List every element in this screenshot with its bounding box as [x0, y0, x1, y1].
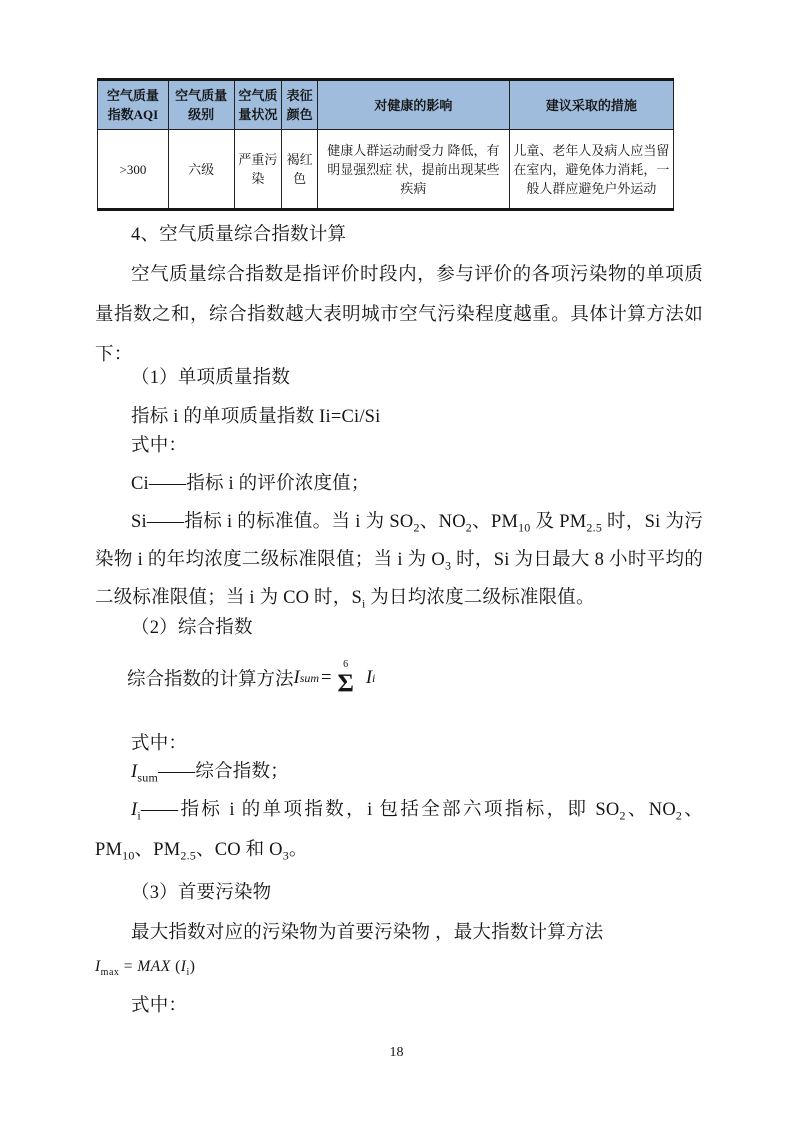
header-health-impact: 对健康的影响	[318, 80, 510, 130]
sigma-upper-limit: 6	[343, 659, 349, 670]
subsection-2-title: （2）综合指数	[131, 618, 253, 638]
equals-sign: =	[321, 667, 332, 688]
cell-health-impact: 健康人群运动耐受力 降低，有明显强烈症 状，提前出现某些疾病	[318, 130, 510, 210]
cell-color: 褐红色	[282, 130, 318, 210]
subsection-3-title: （3）首要污染物	[131, 883, 272, 903]
composite-index-formula	[95, 650, 703, 706]
page-number: 18	[389, 1045, 404, 1060]
header-repr-color: 表征颜色	[282, 80, 318, 130]
ci-definition: Ci——指标 i 的评价浓度值；	[131, 474, 370, 494]
cell-advice: 儿童、老年人及病人应当留在室内，避免体力消耗，一般人群应避免户外运动	[509, 130, 673, 210]
intro-paragraph: 空气质量综合指数是指评价时段内，参与评价的各项污染物的单项质量指数之和，综合指数越大表明城市空气污染程度越重。具体计算方法如下：	[95, 265, 703, 365]
formula-rhs-variable: I	[365, 667, 372, 688]
formula-rhs-subscript: i	[372, 670, 376, 685]
formula-intro-3: 式中：	[131, 996, 188, 1016]
subsection-1-title: （1）单项质量指数	[131, 368, 291, 388]
section-heading-4: 4、空气质量综合指数计算	[131, 225, 347, 245]
header-quality-status: 空气质量状况	[234, 80, 282, 130]
cell-aqi-range: >300	[98, 130, 169, 210]
sigma-glyph: Σ	[337, 670, 354, 697]
primary-pollutant-text: 最大指数对应的污染物为首要污染物 ，最大指数计算方法	[131, 923, 604, 943]
max-index-formula: $I_{max}$ = MAX $(I_i)$	[95, 958, 196, 979]
sigma-symbol	[337, 660, 353, 696]
si-definition: Si——指标 i 的标准值。当 i 为 $SO_2$、$NO_2$、$PM_{10}$ 及 $PM_{2.5}$ 时，Si 为污染物 i 的年均浓度二级标准限值；当 i 为 $O_3$ 时，Si 为日最大 8 小时平均的二级标准限值；当 i 为 CO 时，$S_i$ 为日均浓度二级标准限值。	[95, 512, 704, 611]
formula-lhs-variable: I	[293, 667, 300, 688]
table-data-row	[98, 130, 674, 210]
cell-status: 严重污染	[234, 130, 282, 210]
header-aqi-index: 空气质量指数AQI	[98, 80, 169, 130]
header-quality-level: 空气质量级别	[168, 80, 234, 130]
cell-level: 六级	[168, 130, 234, 210]
formula-lhs-subscript: sum	[299, 670, 320, 685]
formula-intro-2: 式中：	[131, 734, 188, 754]
header-suggested-measures: 建议采取的措施	[509, 80, 673, 130]
isum-definition: $I_{sum}——$综合指数；	[131, 762, 289, 785]
ii-definition: $I_i——$指标 i 的单项指数，i 包括全部六项指标，即 $SO_2$、$NO_2$、$PM_{10}$、$PM_{2.5}$、CO 和 $O_3$。	[95, 800, 704, 863]
single-index-definition: 指标 i 的单项质量指数 Ii=Ci/Si	[131, 407, 381, 427]
table-header-row	[98, 80, 674, 130]
aqi-table	[97, 78, 674, 211]
formula-intro-1: 式中：	[131, 436, 188, 456]
formula-prefix-text: 综合指数的计算方法	[127, 670, 294, 690]
